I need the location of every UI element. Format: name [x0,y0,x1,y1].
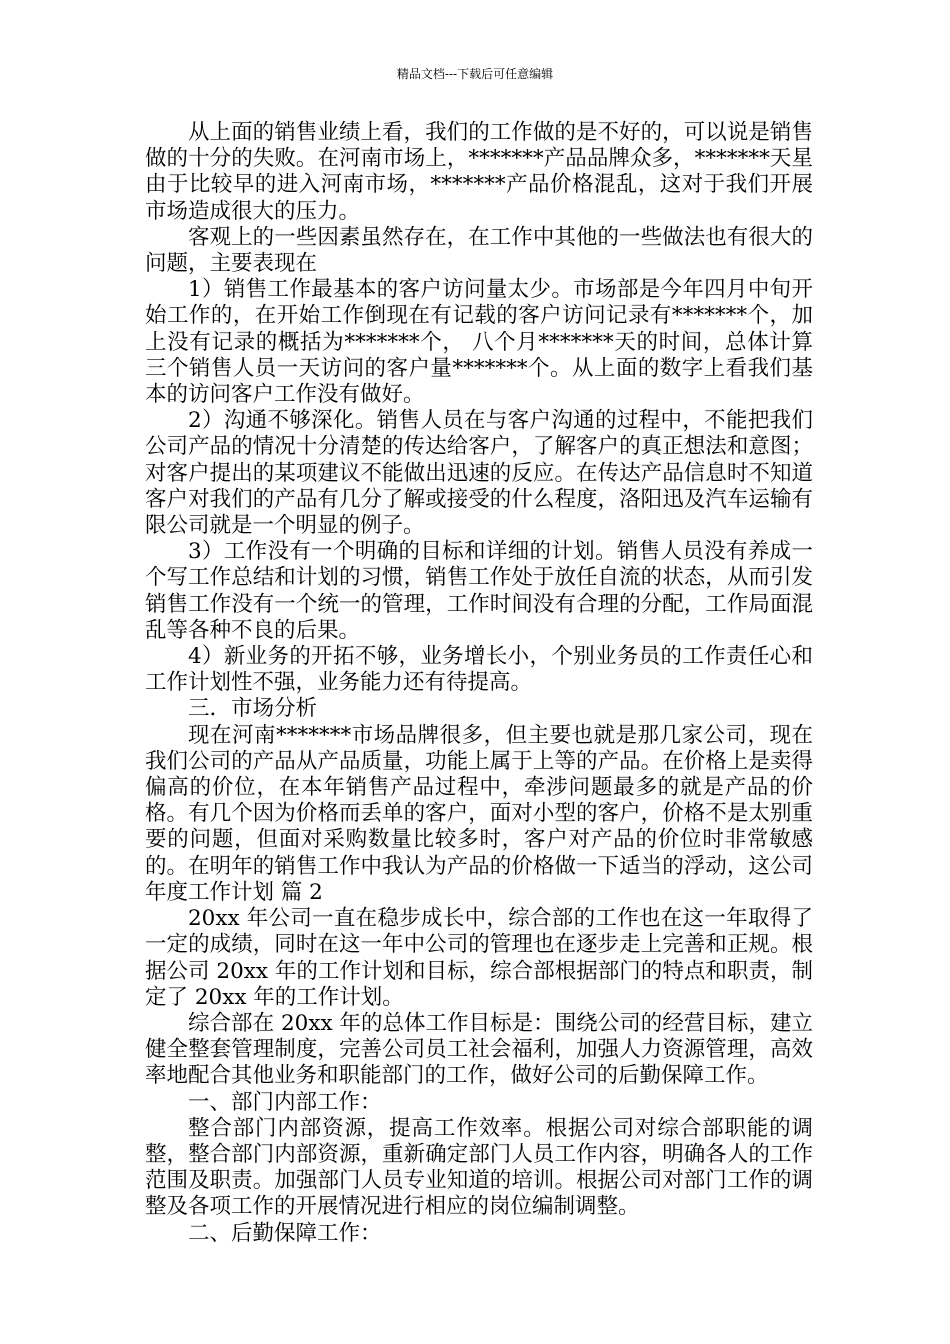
section-heading-market-analysis: 三．市场分析 [188,696,318,722]
section-heading-logistics: 二、后勤保障工作： [188,1220,382,1246]
paragraph-issue-2-communication: 2）沟通不够深化。销售人员在与客户沟通的过程中，不能把我们公司产品的情况十分清楚的传达给客户，了解客户的真正想法和意图；对客户提出的某项建议不能做出迅速的反应。在传达产品信息时不知道客户对我们的产品有几分了解或接受的什么程度，洛阳迅及汽车运输有限公司就是一个明显的例子。 [145,408,813,539]
page-header: 精品文档---下载后可任意编辑 [396,67,554,81]
section-heading-internal-work: 一、部门内部工作： [188,1089,382,1115]
paragraph-issue-4-new-business: 4）新业务的开拓不够，业务增长小，个别业务员的工作责任心和工作计划性不强，业务能力还有待提高。 [145,644,813,696]
paragraph-overall-goal: 综合部在 20xx 年的总体工作目标是：围绕公司的经营目标，建立健全整套管理制度，完善公司员工社会福利，加强人力资源管理，高效率地配合其他业务和职能部门的工作，做好公司的后勤保障工作。 [145,1010,813,1089]
paragraph-market-analysis: 现在河南*******市场品牌很多，但主要也就是那几家公司，现在我们公司的产品从产品质量，功能上属于上等的产品。在价格上是卖得偏高的价位，在本年销售产品过程中，牵涉问题最多的就是产品的价格。有几个因为价格而丢单的客户，面对小型的客户，价格不是太别重要的问题，但面对采购数量比较多时，客户对产品的价位时非常敏感的。在明年的销售工作中我认为产品的价格做一下适当的浮动，这公司年度工作计划 篇 2 [145,722,813,905]
document-body [145,120,813,1247]
paragraph-issue-1-visits: 1）销售工作最基本的客户访问量太少。市场部是今年四月中旬开始工作的，在开始工作倒现在有记载的客户访问记录有*******个，加上没有记录的概括为*******个， 八个月*******天的时间，总体计算三个销售人员一天访问的客户量*******个。从上面的数字上看我们基本的访问客户工作没有做好。 [145,277,813,408]
paragraph-sales-performance: 从上面的销售业绩上看，我们的工作做的是不好的，可以说是销售做的十分的失败。在河南市场上，*******产品品牌众多，*******天星由于比较早的进入河南市场，*******产品价格混乱，这对于我们开展市场造成很大的压力。 [145,120,813,224]
paragraph-objective-factors: 客观上的一些因素虽然存在，在工作中其他的一些做法也有很大的问题，主要表现在 [145,224,813,277]
paragraph-issue-3-planning: 3）工作没有一个明确的目标和详细的计划。销售人员没有养成一个写工作总结和计划的习惯，销售工作处于放任自流的状态，从而引发销售工作没有一个统一的管理，工作时间没有合理的分配，工作局面混乱等各种不良的后果。 [145,539,813,643]
paragraph-company-growth: 20xx 年公司一直在稳步成长中，综合部的工作也在这一年取得了一定的成绩，同时在这一年中公司的管理也在逐步走上完善和正规。根据公司 20xx 年的工作计划和目标，综合部根据部门的特点和职责，制定了 20xx 年的工作计划。 [145,906,813,1010]
paragraph-internal-work: 整合部门内部资源，提高工作效率。根据公司对综合部职能的调整，整合部门内部资源，重新确定部门人员工作内容，明确各人的工作范围及职责。加强部门人员专业知道的培训。根据公司对部门工作的调整及各项工作的开展情况进行相应的岗位编制调整。 [145,1115,813,1220]
